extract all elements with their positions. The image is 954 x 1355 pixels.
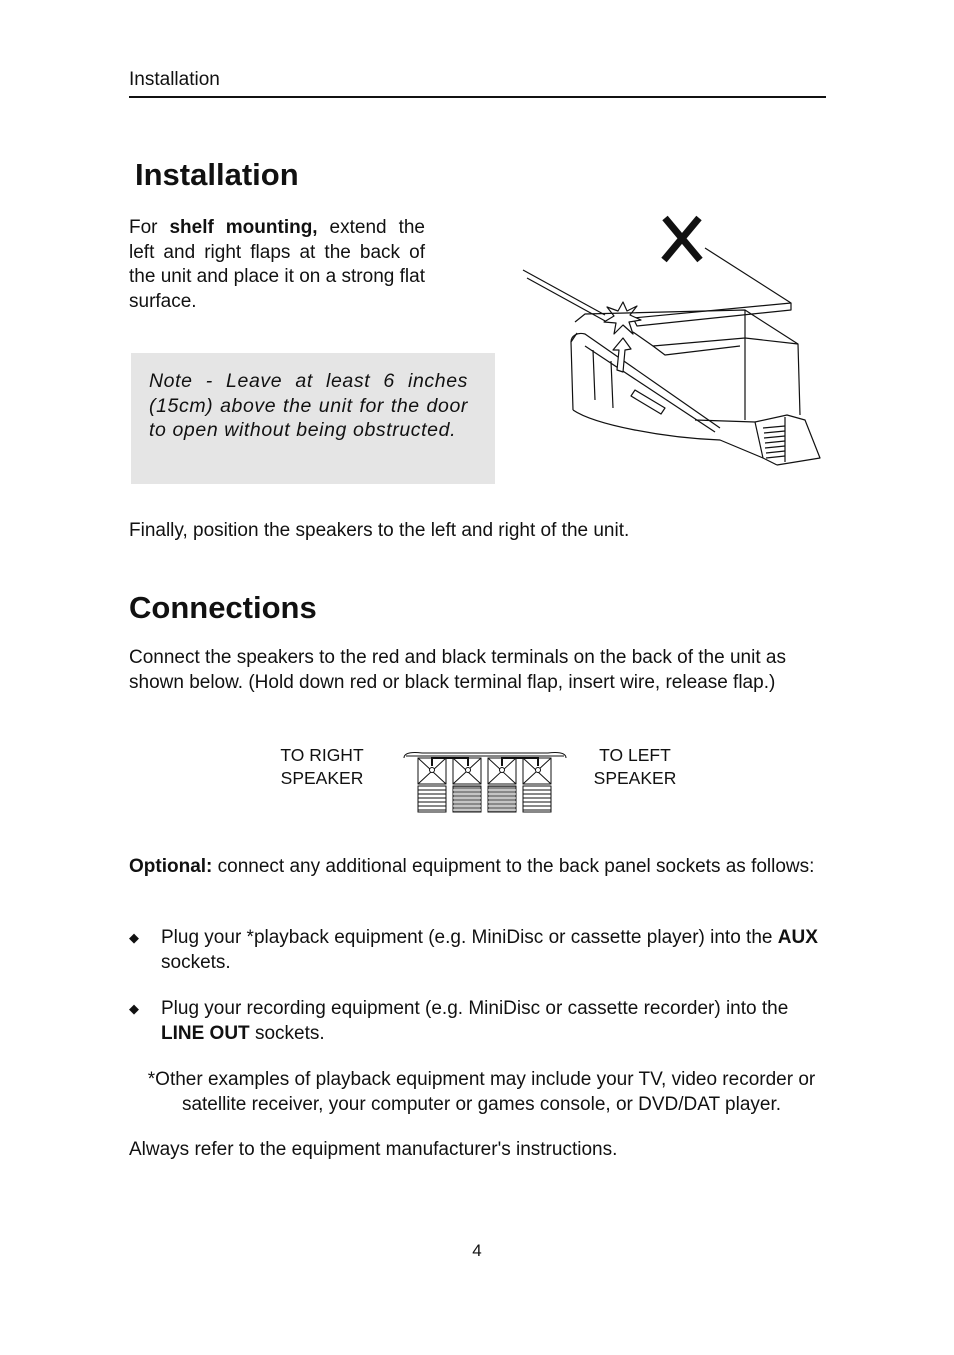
diamond-bullet-icon: ◆ [129,1001,139,1016]
terminal-4 [523,758,551,812]
note-box [131,353,495,484]
shelf-mounting-illustration [515,210,825,480]
impact-star-icon [604,302,641,334]
to-right-speaker-label: TO RIGHT SPEAKER [280,745,364,788]
other-examples-note: *Other examples of playback equipment may include your TV, video recorder or satellite receiver, your computer or games console, or DVD/DAT player. [147,1069,816,1115]
to-left-speaker-label: TO LEFT SPEAKER [593,745,677,788]
optional-paragraph: Optional: connect any additional equipment to the back panel sockets as follows: [129,856,815,877]
shelf-mounting-paragraph: For shelf mounting, extend the left and right flaps at the back of the unit and place it on a strong flat surface. [129,217,425,312]
installation-heading: Installation [135,157,299,192]
speaker-position-text: Finally, position the speakers to the left and right of the unit. [129,520,630,541]
note-text: Note - Leave at least 6 inches (15cm) above the unit for the door to open without being obstructed. [149,370,468,441]
manufacturer-instructions-note: Always refer to the equipment manufacturer's instructions. [129,1139,618,1160]
terminal-1 [418,758,446,812]
terminal-3 [488,758,516,812]
speaker-terminals-diagram [402,748,568,816]
terminal-2 [453,758,481,812]
connections-heading: Connections [129,590,317,625]
connections-paragraph: Connect the speakers to the red and black terminals on the back of the unit as shown below. (Hold down red or black terminal flap, insert wire, release flap.) [129,647,786,693]
page-number: 4 [472,1241,482,1260]
header-rule [129,96,826,98]
diamond-bullet-icon: ◆ [129,930,139,945]
cross-icon [664,218,700,260]
list-item: ◆ Plug your *playback equipment (e.g. MiniDisc or cassette player) into the AUX sockets. [129,927,818,973]
running-header: Installation [129,69,220,90]
list-item: ◆ Plug your recording equipment (e.g. MiniDisc or cassette recorder) into the LINE OUT sockets. [129,998,789,1044]
